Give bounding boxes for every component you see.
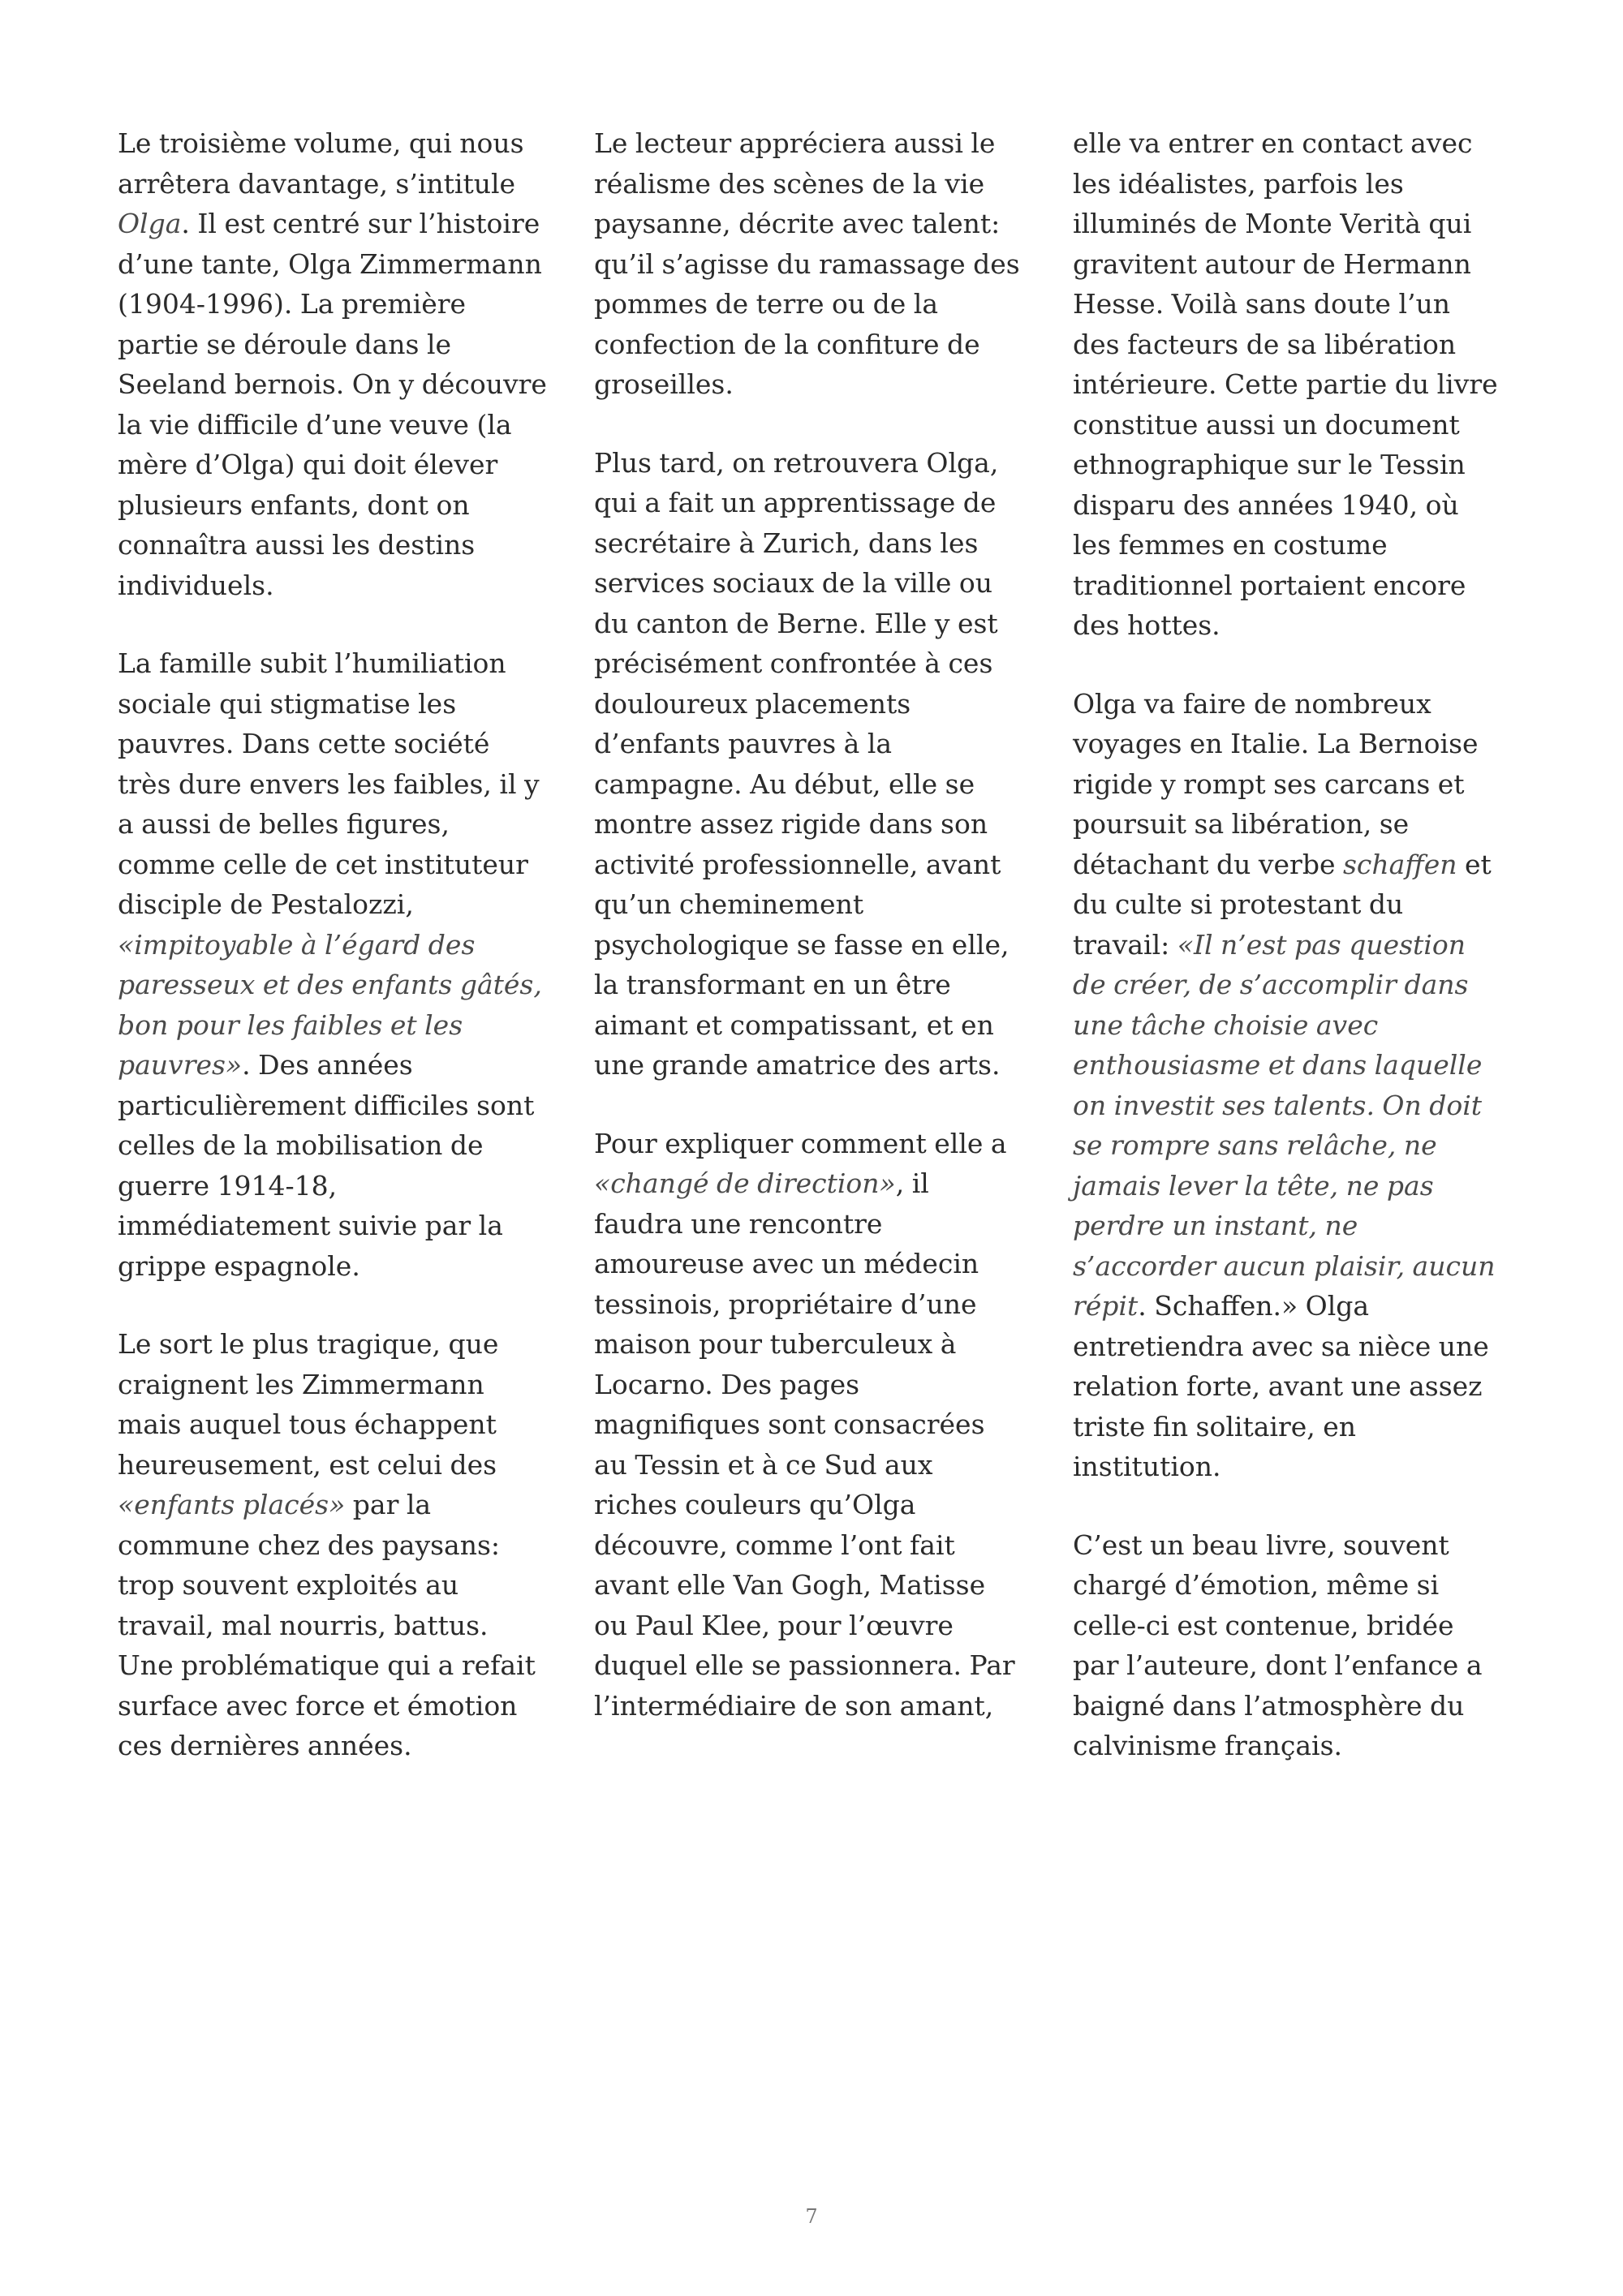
- text-run: elle va entrer en contact avec les idéalistes, parfois les illuminés de Monte Verità qui gravitent autour de Hermann Hesse. Voilà sans doute l’un des facteurs de sa libération intérieure. Cette partie du livre constitue aussi un document ethnographique sur le Tessin disparu des années 1940, où les femmes en costume traditionnel portaient encore des hottes.: [1073, 127, 1498, 641]
- text-run: Pour expliquer comment elle a: [594, 1127, 1007, 1159]
- text-run: Plus tard, on retrouvera Olga, qui a fait un apprentissage de secrétaire à Zurich, dans les services sociaux de la ville ou du canton de Berne. Elle y est précisément confrontée à ces douloureux placements d’enfants pauvres à la campagne. Au début, elle se montre assez rigide dans son activité professionnelle, avant qu’un cheminement psychologique se fasse en elle, la transformant en un être aimant et compatissant, et en une grande amatrice des arts.: [594, 446, 1010, 1081]
- italic-text: schaffen: [1342, 848, 1457, 880]
- italic-text: Olga: [118, 208, 182, 239]
- paragraph: [1073, 1525, 1523, 1766]
- text-run: C’est un beau livre, souvent chargé d’émotion, même si celle-ci est contenue, bridée par l’auteure, dont l’enfance a baigné dans l’atmosphère du calvinisme français.: [1073, 1529, 1483, 1761]
- text-run: Le sort le plus tragique, que craignent les Zimmermann mais auquel tous échappent heureusement, est celui des: [118, 1328, 499, 1481]
- paragraph: [118, 1324, 568, 1766]
- italic-text: «impitoyable à l’égard des paresseux et des enfants gâtés, bon pour les faibles et les pauvres»: [118, 928, 542, 1081]
- paragraph: [594, 123, 1044, 405]
- page-number: 7: [805, 2205, 818, 2228]
- text-run: , il faudra une rencontre amoureuse avec un médecin tessinois, propriétaire d’une maison pour tuberculeux à Locarno. Des pages magnifiques sont consacrées au Tessin et à ce Sud aux riches couleurs qu’Olga découvre, comme l’ont fait avant elle Van Gogh, Matisse ou Paul Klee, pour l’œuvre duquel elle se passionnera. Par l’intermédiaire de son amant,: [594, 1167, 1015, 1722]
- text-run: Le lecteur appréciera aussi le réalisme des scènes de la vie paysanne, décrite avec talent: qu’il s’agisse du ramassage des pommes de terre ou de la confection de la confiture de groseilles.: [594, 127, 1020, 400]
- paragraph: [1073, 684, 1523, 1487]
- text-run: Le troisième volume, qui nous arrêtera davantage, s’intitule: [118, 127, 524, 200]
- italic-text: «enfants placés»: [118, 1489, 346, 1520]
- text-run: et du culte si protestant du travail:: [1073, 848, 1492, 961]
- paragraph: [118, 123, 568, 605]
- paragraph: [1073, 123, 1523, 646]
- text-run: . Schaffen.» Olga entretiendra avec sa nièce une relation forte, avant une assez triste fin solitaire, en institution.: [1073, 1290, 1489, 1482]
- text-column-1: [118, 123, 568, 1804]
- text-column-2: [594, 123, 1044, 1764]
- text-run: par la commune chez des paysans: trop souvent exploités au travail, mal nourris, battus. Une problématique qui a refait surface avec force et émotion ces dernières années.: [118, 1489, 536, 1761]
- paragraph: [594, 443, 1044, 1086]
- italic-text: «changé de direction»: [594, 1167, 896, 1199]
- paragraph: [118, 643, 568, 1286]
- italic-text: «Il n’est pas question de créer, de s’accomplir dans une tâche choisie avec enthousiasme et dans laquelle on investit ses talents. On doit se rompre sans relâche, ne jamais lever la tête, ne pas perdre un instant, ne s’accorder aucun plaisir, aucun répit: [1073, 928, 1496, 1322]
- text-column-3: [1073, 123, 1523, 1804]
- text-run: Olga va faire de nombreux voyages en Italie. La Bernoise rigide y rompt ses carcans et poursuit sa libération, se détachant du verbe: [1073, 687, 1479, 880]
- text-run: . Il est centré sur l’histoire d’une tante, Olga Zimmermann (1904-1996). La première partie se déroule dans le Seeland bernois. On y découvre la vie difficile d’une veuve (la mère d’Olga) qui doit élever plusieurs enfants, dont on connaîtra aussi les destins individuels.: [118, 208, 547, 601]
- text-run: . Des années particulièrement difficiles sont celles de la mobilisation de guerre 1914-18, immédiatement suivie par la grippe espagnole.: [118, 1049, 535, 1282]
- paragraph: [594, 1124, 1044, 1726]
- text-run: La famille subit l’humiliation sociale qui stigmatise les pauvres. Dans cette société très dure envers les faibles, il y a aussi de belles figures, comme celle de cet instituteur disciple de Pestalozzi,: [118, 647, 540, 920]
